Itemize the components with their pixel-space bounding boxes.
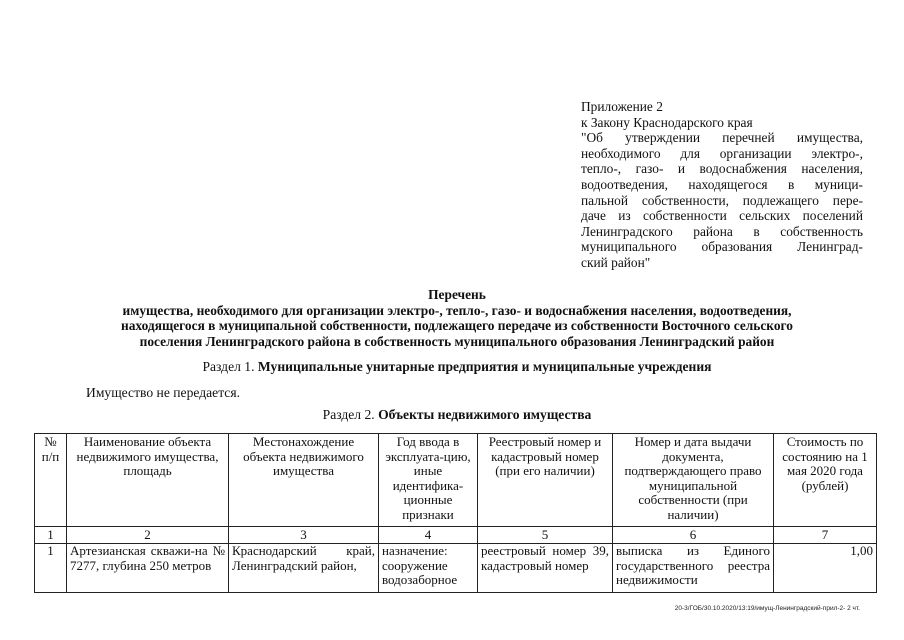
section-2-name: Объекты недвижимого имущества bbox=[378, 407, 592, 422]
header-cell: Год ввода в эксплуата-цию, иные идентифика-ционные признаки bbox=[379, 434, 478, 527]
section-2-heading bbox=[40, 407, 874, 423]
title-line: находящегося в муниципальной собственности, подлежащего передаче из собственности Восточного сельского bbox=[121, 318, 793, 334]
title-heading: Перечень bbox=[428, 287, 486, 302]
document-footer-code: 20-3/ГОБ/30.10.2020/13:19/имущ-Ленинградский-прил-2- 2 чт. bbox=[674, 605, 860, 612]
object-name: Артезианская скважи-на № 7277, глубина 250 метров bbox=[67, 544, 229, 593]
appendix-line: муниципального образования Ленинград- bbox=[581, 239, 863, 255]
column-number: 2 bbox=[67, 527, 229, 544]
appendix-line: Приложение 2 bbox=[581, 99, 663, 114]
header-cell: № п/п bbox=[35, 434, 67, 527]
property-table bbox=[34, 433, 877, 593]
column-number-row bbox=[35, 527, 877, 544]
appendix-line: водоотведения, находящегося в муници- bbox=[581, 176, 863, 192]
object-location: Краснодарский край, Ленинградский район, bbox=[229, 544, 379, 593]
section-2-prefix: Раздел 2. bbox=[322, 407, 379, 422]
row-number: 1 bbox=[35, 544, 67, 593]
object-cost: 1,00 bbox=[774, 544, 877, 593]
document-title bbox=[40, 287, 874, 349]
ownership-document: выписка из Единого государственного реестра недвижимости bbox=[613, 544, 774, 593]
header-cell: Номер и дата выдачи документа, подтверждающего право муниципальной собственности (при наличии) bbox=[613, 434, 774, 527]
column-number: 7 bbox=[774, 527, 877, 544]
header-cell: Реестровый номер и кадастровый номер (при его наличии) bbox=[478, 434, 613, 527]
header-cell: Местонахождение объекта недвижимого имущества bbox=[229, 434, 379, 527]
title-line: имущества, необходимого для организации электро-, тепло-, газо- и водоснабжения населения, водоотведения, bbox=[122, 302, 792, 318]
column-number: 1 bbox=[35, 527, 67, 544]
column-number: 5 bbox=[478, 527, 613, 544]
table-row bbox=[35, 544, 877, 593]
appendix-block bbox=[581, 99, 863, 271]
appendix-line: тепло-, газо- и водоснабжения населения, bbox=[581, 161, 863, 177]
appendix-line: "Об утверждении перечней имущества, bbox=[581, 130, 863, 146]
header-cell: Стоимость по состоянию на 1 мая 2020 года (рублей) bbox=[774, 434, 877, 527]
appendix-line: Ленинградского района в собственность bbox=[581, 223, 863, 239]
header-cell: Наименование объекта недвижимого имущества, площадь bbox=[67, 434, 229, 527]
registry-number: реестровый номер 39, кадастровый номер bbox=[478, 544, 613, 593]
appendix-line: ский район" bbox=[581, 254, 651, 270]
no-property-note: Имущество не передается. bbox=[86, 385, 240, 400]
appendix-line: необходимого для организации электро-, bbox=[581, 145, 863, 161]
title-line: поселения Ленинградского района в собственность муниципального образования Ленинградский район bbox=[139, 333, 775, 349]
column-number: 3 bbox=[229, 527, 379, 544]
column-number: 6 bbox=[613, 527, 774, 544]
object-identifiers: назначение: сооружение водозаборное bbox=[379, 544, 478, 593]
appendix-line: даче из собственности сельских поселений bbox=[581, 208, 863, 224]
section-1-prefix: Раздел 1. bbox=[202, 359, 258, 374]
section-1-name: Муниципальные унитарные предприятия и муниципальные учреждения bbox=[257, 359, 712, 374]
table-header-row bbox=[35, 434, 877, 527]
column-number: 4 bbox=[379, 527, 478, 544]
appendix-line: к Закону Краснодарского края bbox=[581, 114, 753, 130]
section-1-heading bbox=[40, 359, 874, 375]
appendix-line: пальной собственности, подлежащего пере- bbox=[581, 192, 863, 208]
